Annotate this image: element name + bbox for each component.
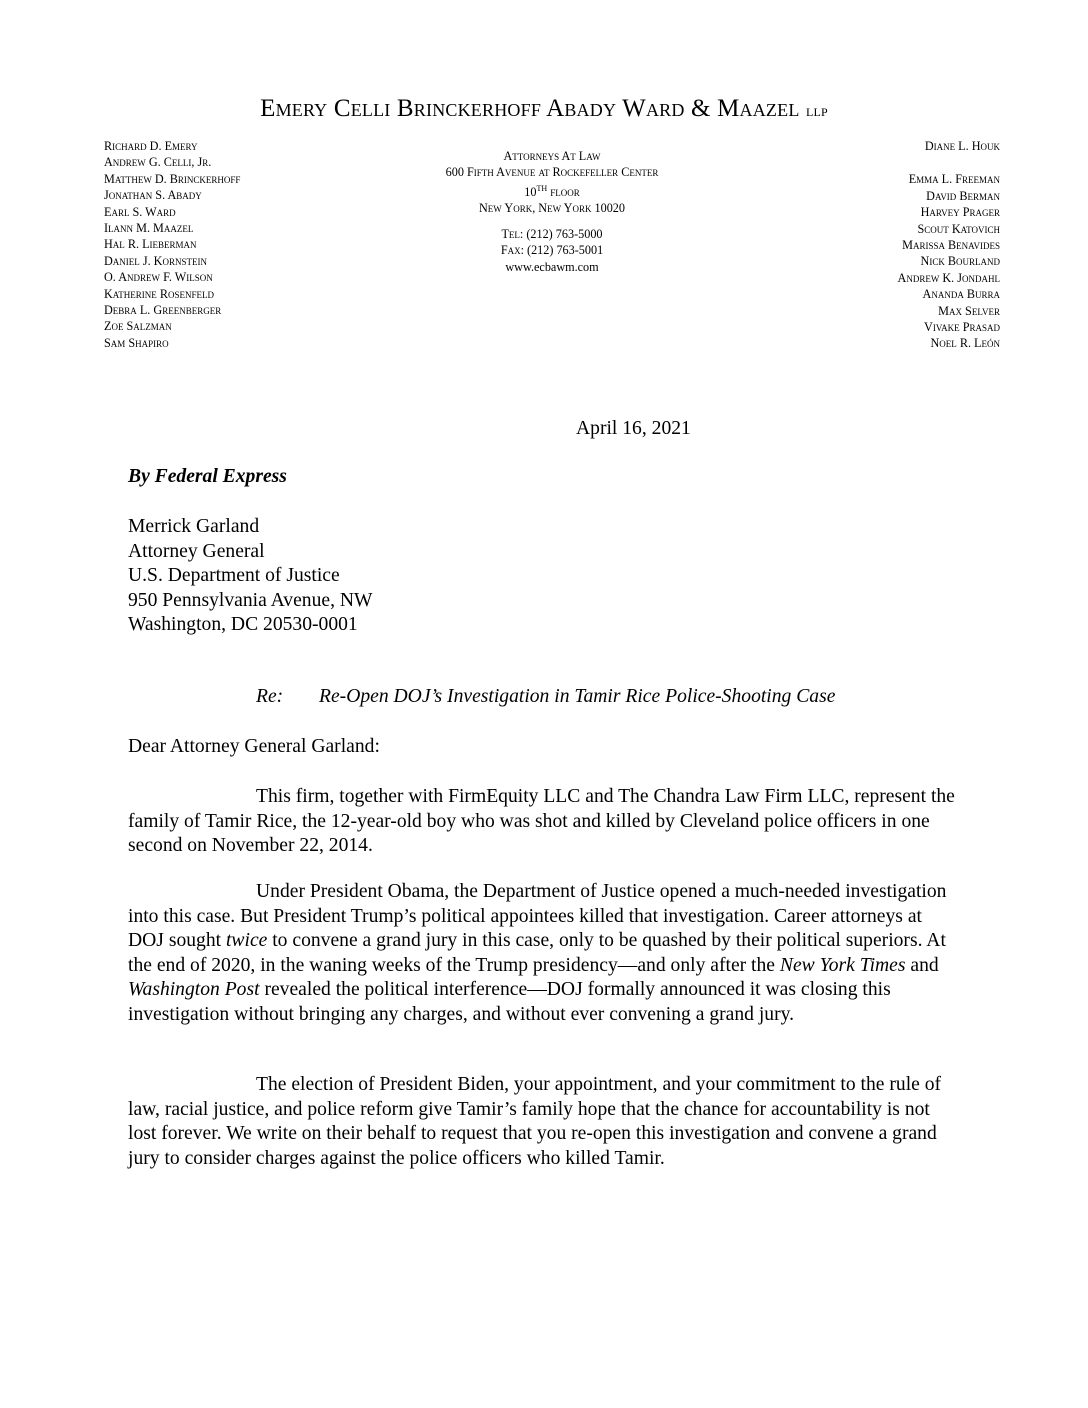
street-address: 600 Fifth Avenue at Rockefeller Center <box>445 165 659 180</box>
attorney-name: Ananda Burra <box>922 287 1000 302</box>
address-line: Attorney General <box>128 540 265 562</box>
body-paragraph-3 <box>128 1073 958 1171</box>
floor-number: 10 <box>524 184 537 199</box>
attorneys-at-law: Attorneys At Law <box>503 149 601 163</box>
attorney-name: David Berman <box>926 188 1000 203</box>
re-label: Re: <box>256 686 284 707</box>
paragraph-text: Under President Obama, the Department of Justice opened a much-needed investigation into this case. But President Trump’s political appointees killed that investigation. Career attorneys at DOJ sought <box>128 881 947 952</box>
firm-name <box>0 95 1088 123</box>
attorney-name: Emma L. Freeman <box>908 172 1000 187</box>
attorney-name: Marissa Benavides <box>902 238 1000 253</box>
body-paragraph-1 <box>128 785 958 859</box>
website: www.ecbawm.com <box>505 259 599 274</box>
address-line: Washington, DC 20530-0001 <box>128 614 358 636</box>
partner-name: Richard D. Emery <box>104 139 198 153</box>
partner-name: Debra L. Greenberger <box>104 303 222 318</box>
salutation: Dear Attorney General Garland: <box>128 736 380 757</box>
partner-name: O. Andrew F. Wilson <box>104 270 213 285</box>
attorney-name: Noel R. León <box>930 336 1000 351</box>
city-line: New York, New York 10020 <box>479 201 625 216</box>
partner-name: Andrew G. Celli, Jr. <box>104 155 212 170</box>
attorney-name: Nick Bourland <box>920 254 1000 269</box>
floor-line <box>380 181 724 200</box>
firm-contact-block <box>380 148 724 275</box>
partners-list-left <box>104 138 240 351</box>
firm-suffix: llp <box>805 101 828 120</box>
paragraph-text: to convene a grand jury in this case, only to be quashed by their political superiors. At the end of 2020, in the waning weeks of the Trump presidency—and only after the <box>128 930 946 976</box>
counsel-name: Diane L. Houk <box>924 139 1000 153</box>
floor-suffix: TH <box>536 183 548 193</box>
partner-name: Sam Shapiro <box>104 335 169 350</box>
paragraph-text: and <box>905 954 939 976</box>
partners-list-right <box>898 138 1000 352</box>
partner-name: Katherine Rosenfeld <box>104 286 214 301</box>
partner-name: Zoe Salzman <box>104 319 172 334</box>
address-line: Merrick Garland <box>128 516 260 537</box>
publication-name: Washington Post <box>128 979 260 1001</box>
telephone: Tel: (212) 763-5000 <box>501 226 603 241</box>
partner-name: Earl S. Ward <box>104 204 176 219</box>
partner-name: Matthew D. Brinckerhoff <box>104 171 241 186</box>
paragraph-text: revealed the political interference—DOJ formally announced it was closing this investigation without bringing any charges, and without ever convening a grand jury. <box>128 979 891 1025</box>
attorney-name: Vivake Prasad <box>924 320 1000 335</box>
address-line: 950 Pennsylvania Avenue, NW <box>128 589 373 611</box>
delivery-method: By Federal Express <box>128 466 287 487</box>
recipient-address <box>128 515 373 638</box>
fax: Fax: (212) 763-5001 <box>500 243 604 258</box>
paragraph-text: The election of President Biden, your appointment, and your commitment to the rule of law, racial justice, and police reform give Tamir’s family hope that the chance for accountability is not lost forever. We write on their behalf to request that you re-open this investigation and convene a grand jury to consider charges against the police officers who killed Tamir. <box>128 1074 942 1169</box>
partner-name: Jonathan S. Abady <box>104 188 202 203</box>
attorney-name: Scout Katovich <box>917 221 1000 236</box>
partner-name: Hal R. Lieberman <box>104 237 197 252</box>
letter-date: April 16, 2021 <box>576 418 691 439</box>
attorney-name: Max Selver <box>938 303 1000 318</box>
paragraph-text: This firm, together with FirmEquity LLC and The Chandra Law Firm LLC, represent the family of Tamir Rice, the 12-year-old boy who was shot and killed by Cleveland police officers in one second on November 22, 2014. <box>128 786 955 857</box>
attorney-name: Andrew K. Jondahl <box>897 270 1000 285</box>
attorney-name: Harvey Prager <box>920 205 1000 220</box>
subject-line <box>256 686 835 708</box>
publication-name: New York Times <box>779 954 906 976</box>
body-paragraph-2 <box>128 880 958 1028</box>
re-subject: Re-Open DOJ’s Investigation in Tamir Rice Police-Shooting Case <box>319 686 836 707</box>
address-line: U.S. Department of Justice <box>128 565 340 587</box>
firm-name-text: Emery Celli Brinckerhoff Abady Ward & Maazel <box>260 95 800 122</box>
partner-name: Daniel J. Kornstein <box>104 253 207 268</box>
floor-word: floor <box>550 184 580 199</box>
emphasis-twice: twice <box>225 930 268 952</box>
partner-name: Ilann M. Maazel <box>104 221 194 236</box>
